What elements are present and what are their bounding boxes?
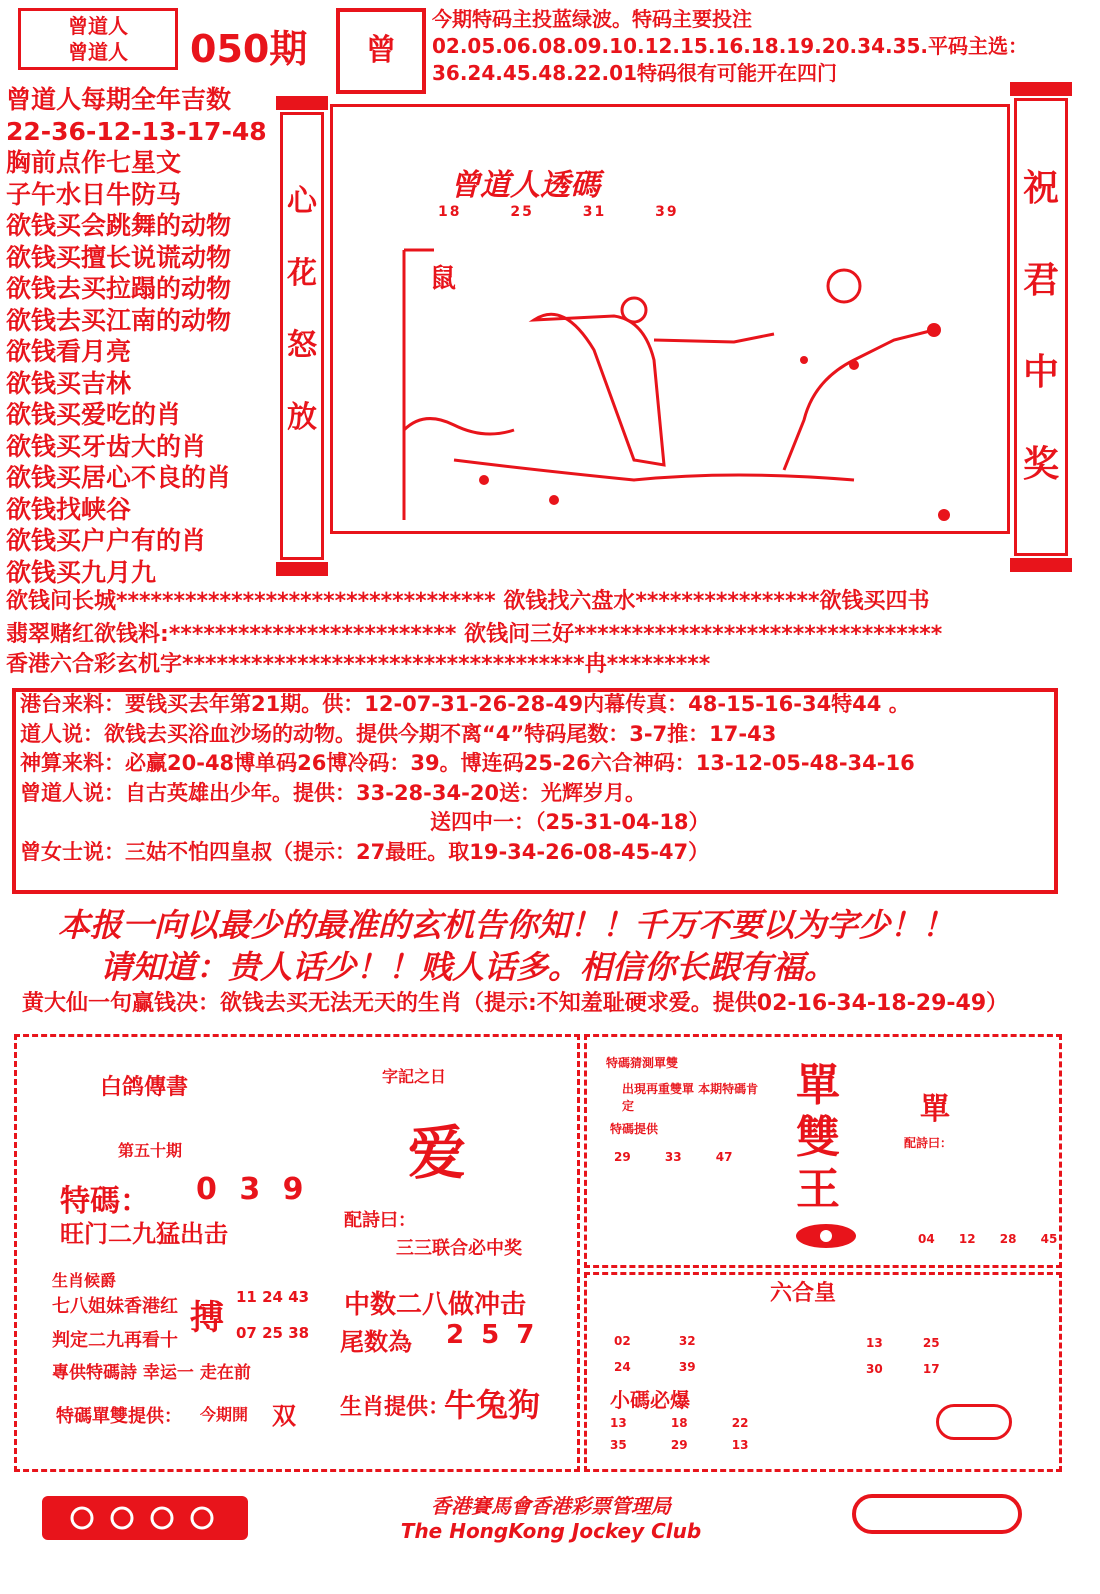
liuhe-num: 29 [670, 1438, 688, 1452]
top-note: 今期特码主投蓝绿波。特码主要投注02.05.06.08.09.10.12.15.16.18.19.20.34.35.平码主选：36.24.45.48.22.01特码很有可能开在四门 [432, 7, 1029, 85]
footer-text [316, 1490, 786, 1543]
liuhe-num: 18 [670, 1416, 688, 1430]
liuhe-nums-a [614, 1328, 754, 1380]
bo-nums-2: 07 25 38 [236, 1324, 310, 1342]
brand-logo [18, 8, 178, 70]
side-num: 04 [918, 1232, 935, 1246]
riddle-a: 欲钱问长城 [6, 589, 117, 614]
dotted-line-2: 翡翠赌红欲钱料:************************* 欲钱问三好******************************** [6, 622, 943, 647]
list-item: 欲钱买爱吃的肖 [6, 400, 182, 429]
picture-number: 25 [510, 204, 534, 220]
single-double-king: 單雙王 [796, 1060, 840, 1215]
side-num: 45 [1040, 1232, 1058, 1246]
list-item: 曾道人每期全年吉数 [6, 85, 232, 114]
slogan-line-1: 本报一向以最少的最准的玄机告你知！！千万不要以为字少！！ [58, 906, 955, 944]
left-riddle-list [6, 84, 274, 588]
sx-provide-value: 牛兔狗 [444, 1386, 541, 1424]
pigeon-title: 白鸽傳書 [100, 1074, 189, 1100]
sx-provide-label: 生肖提供： [340, 1395, 451, 1420]
guess-num: 29 [614, 1150, 631, 1164]
riddle-char: 爱 [408, 1119, 467, 1187]
guess-line: 出現再重雙單 本期特碼肯定 [622, 1082, 759, 1113]
list-item: 欲钱买户户有的肖 [6, 526, 207, 555]
liuhe-num: 30 [866, 1362, 883, 1376]
footer-logo [42, 1496, 248, 1540]
list-item: 欲钱买擅长说谎动物 [6, 242, 232, 272]
left-scroll-chars: 心花怒放 [287, 184, 317, 435]
moon-icon [828, 270, 860, 302]
seal-logo: 曾 [336, 8, 426, 94]
danshuang-value: 双 [272, 1402, 296, 1430]
list-item: 欲钱买吉林 [6, 368, 132, 398]
side-poem-label: 配詩曰： [904, 1136, 953, 1150]
rat-label: 鼠 [430, 264, 457, 294]
riddle-b: 冉 [584, 652, 607, 677]
riddle-a: 翡翠赌红欲钱料: [6, 622, 169, 647]
picture-title: 曾道人透碼 [450, 168, 600, 203]
footer-emblem [852, 1494, 1022, 1534]
tema-label: 特碼： [60, 1184, 150, 1219]
sage-head [622, 298, 646, 322]
picture-number: 31 [582, 204, 607, 220]
liuhe-title: 六合皇 [770, 1280, 837, 1306]
side-title: 單 [920, 1092, 950, 1127]
footer-en: The HongKong Jockey Club [400, 1519, 702, 1543]
side-num: 12 [958, 1232, 976, 1246]
riddle-c: 欲钱买四书 [819, 589, 930, 614]
dotted-line-3: 香港六合彩玄机字***********************************冉********* [6, 652, 711, 677]
info-line: 曾道人说：自古英雄出少年。提供：33-28-34-20送：光辉岁月。 [20, 780, 647, 805]
list-item: 欲钱买牙齿大的肖 [6, 431, 207, 461]
guess-nums [614, 1150, 732, 1164]
info-line: 曾女士说：三姑不怕四皇叔（提示：27最旺。取19-34-26-08-45-47） [20, 839, 710, 864]
footer-cn: 香港賽馬會香港彩票管理局 [431, 1494, 671, 1518]
bo-char: 搏 [190, 1298, 224, 1338]
list-item: 欲钱去买江南的动物 [6, 305, 232, 335]
list-item: 欲钱去买拉蹋的动物 [6, 274, 232, 303]
poem-line-b: 判定二九再看十 [52, 1330, 178, 1351]
liuhe-num: 39 [678, 1360, 696, 1374]
list-item: 胸前点作七星文 [6, 148, 182, 177]
liuhe-num: 22 [731, 1416, 749, 1430]
left-scroll-text [276, 166, 328, 454]
stamp-icon [936, 1404, 1012, 1440]
liuhe-num: 24 [614, 1360, 631, 1374]
scroll-cap [276, 96, 328, 110]
liuhe-num: 25 [922, 1336, 940, 1350]
liuhe-num: 17 [922, 1362, 940, 1376]
right-scroll-chars: 祝君中奖 [1022, 167, 1059, 485]
char-header: 字記之日 [382, 1067, 447, 1086]
bo-nums-1: 11 24 43 [236, 1288, 310, 1306]
side-nums [918, 1232, 1057, 1246]
list-item: 子午水日牛防马 [6, 179, 182, 209]
huang-daxian-line: 黄大仙一句赢钱决：欲钱去买无法无天的生肖（提示:不知羞耻硬求爱。提供02-16-34-18-29-49） [22, 991, 1009, 1016]
scroll-cap [1010, 558, 1072, 572]
tema-value: 0 3 9 [196, 1172, 310, 1207]
sage-arm [654, 334, 774, 342]
liuhe-num: 35 [610, 1438, 627, 1452]
cloud-pattern-icon [42, 1496, 248, 1540]
left-scroll [276, 96, 328, 576]
liuhe-num: 13 [731, 1438, 749, 1452]
poem-line-a: 七八姐妹香港红 [52, 1296, 178, 1317]
picture-number: 39 [655, 204, 679, 220]
logo-line-1: 曾道人 [68, 14, 128, 38]
list-item: 欲钱买九月九 [6, 557, 157, 587]
right-scroll-text [1010, 142, 1072, 510]
guess-num: 47 [715, 1150, 733, 1164]
danshuang-label: 特碼單雙提供： [56, 1406, 182, 1427]
wei-value: 2 5 7 [446, 1320, 539, 1350]
wei-label: 尾数為 [340, 1327, 412, 1356]
scroll-cap [276, 562, 328, 576]
sx-label: 生肖候爵 [52, 1271, 117, 1290]
guess-tema-label: 特碼提供 [610, 1122, 659, 1136]
info-line: 港台来料：要钱买去年第21期。供：12-07-31-26-28-49内幕传真：48-15-16-34特44 。 [20, 692, 910, 716]
riddle-b: 欲钱问三好 [464, 622, 575, 647]
liuhe-num: 32 [678, 1334, 696, 1348]
picture-numbers [438, 204, 721, 220]
slogan-line-2: 请知道：贵人话少！！贱人话多。相信你长跟有福。 [100, 948, 837, 986]
liuhe-num: 13 [610, 1416, 627, 1430]
picture-number: 18 [438, 204, 462, 220]
frame-lines [404, 250, 434, 520]
info-line: 送四中一：（25-31-04-18） [430, 810, 710, 834]
info-box-lines [20, 690, 1050, 867]
sage-illustration [334, 230, 1006, 530]
info-line: 神算来料：必赢20-48博单码26博冷码：39。博连码25-26六合神码：13-12-05-48-34-16 [20, 751, 915, 775]
issue-number: 050期 [190, 27, 308, 71]
right-scroll [1010, 82, 1072, 572]
zhong-line: 中数二八做冲击 [344, 1290, 527, 1320]
side-num: 28 [999, 1232, 1017, 1246]
list-item: 欲钱买会跳舞的动物 [6, 211, 232, 240]
tree-branch [784, 330, 934, 470]
info-line: 道人说：欲钱去买浴血沙场的动物。提供今期不离“4”特码尾数：3-7推：17-43 [20, 721, 777, 746]
list-item: 欲钱看月亮 [6, 337, 132, 366]
riddle-a: 香港六合彩玄机字 [6, 652, 183, 677]
list-item: 欲钱买居心不良的肖 [6, 463, 232, 492]
scroll-cap [1010, 82, 1072, 96]
sage-figure [534, 314, 664, 465]
riddle-b: 欲钱找六盘水 [503, 589, 636, 614]
liuhe-nums-b [610, 1412, 780, 1456]
danshuang-period: 今期開 [200, 1405, 249, 1424]
logo-line-2: 曾道人 [68, 40, 128, 64]
list-item: 欲钱找峡谷 [6, 494, 132, 524]
small-code-label: 小碼必爆 [610, 1388, 690, 1412]
dotted-line-1: 欲钱问长城********************************* 欲钱找六盘水****************欲钱买四书 [6, 589, 930, 614]
pigeon-issue: 第五十期 [118, 1141, 183, 1160]
liuhe-num: 13 [866, 1336, 883, 1350]
liuhe-num: 02 [614, 1334, 631, 1348]
wang-line: 旺门二九猛出击 [60, 1219, 228, 1248]
mid-poem: 三三联合必中奖 [396, 1238, 522, 1259]
liuhe-nums-c [866, 1330, 986, 1382]
ground-line [404, 419, 514, 434]
list-item: 22-36-12-13-17-48 [6, 116, 267, 146]
flower-icon [794, 1216, 858, 1256]
poem-line-c: 專供特碼詩 幸运一 走在前 [52, 1363, 251, 1383]
mid-poem-label: 配詩曰： [344, 1210, 416, 1231]
guess-num: 33 [664, 1150, 682, 1164]
guess-title: 特碼猜測單雙 [606, 1056, 679, 1070]
